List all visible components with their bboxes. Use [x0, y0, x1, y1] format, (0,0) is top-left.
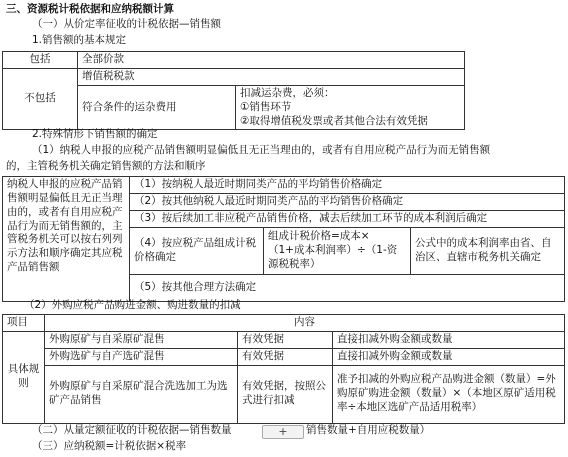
- exclude-label: 不包括: [3, 68, 78, 130]
- row-c-proof: 有效凭据，按照公式进行扣减: [238, 365, 333, 423]
- freight-cell: 符合条件的运杂费用: [78, 85, 236, 130]
- subheading-2-tail: 销售数量+自用应税数量）: [306, 424, 431, 436]
- paragraph-1: （1）纳税人申报的应税产品销售额明显偏低且无正当理由的，或者有自用应税产品行为而无销售额: [32, 144, 491, 156]
- paragraph-1-cont: 的，主管税务机关确定销售额的方法和顺序: [6, 160, 206, 172]
- subheading-2: （二）从量定额征收的计税依据—销售数量: [32, 424, 232, 436]
- include-label: 包括: [3, 52, 78, 69]
- subheading-3: （三）应纳税额=计税依据×税率: [32, 440, 187, 452]
- method-1: （1）按纳税人最近时期同类产品的平均销售价格确定: [130, 177, 565, 194]
- freight-conditions-cell: [236, 85, 465, 130]
- row-a-item: 外购原矿与自采原矿混售: [45, 331, 238, 348]
- subheading-1: （一）从价定率征收的计税依据—销售额: [32, 18, 221, 30]
- row-c-item: 外购原矿与自采原矿混合洗选加工为选矿产品销售: [45, 365, 238, 423]
- method-5: （5）按其他合理方法确定: [130, 274, 565, 301]
- method-3: （3）按后续加工非应税产品销售价格，减去后续加工环节的成本利润后确定: [130, 210, 565, 227]
- condition-2: ②取得增值税发票或者其他合法有效凭据: [240, 114, 428, 127]
- paragraph-2: （2）外购应税产品购进金额、购进数量的扣减: [24, 299, 241, 311]
- row-a-rule: 直接扣减外购金额或数量: [333, 331, 565, 348]
- item-header: 项目: [3, 315, 45, 332]
- rules-label: 具体规则: [3, 331, 45, 423]
- method-4: （4）按应税产品组成计税价格确定: [130, 227, 264, 274]
- row-b-item: 外购选矿与自产选矿混售: [45, 348, 238, 365]
- vat-cell: 增值税税款: [78, 68, 465, 85]
- purchase-deduction-table: [2, 314, 565, 424]
- condition-title: 扣减运杂费，必须：: [240, 86, 335, 99]
- row-a-proof: 有效凭据: [238, 331, 333, 348]
- row-c-rule: 准予扣减的外购应税产品购进金额（数量）=外购原矿购进金额（数量）×（本地区原矿适用税率÷本地区选矿产品适用税率）: [333, 365, 565, 423]
- section-heading: 三、资源税计税依据和应纳税额计算: [6, 3, 174, 15]
- row-b-proof: 有效凭据: [238, 348, 333, 365]
- method-4-formula: 组成计税价格=成本×（1+成本利润率）÷（1-资源税税率）: [264, 227, 411, 274]
- method-2: （2）按其他纳税人最近时期同类产品的平均销售价格确定: [130, 193, 565, 210]
- subheading-1-1: 1.销售额的基本规定: [32, 34, 127, 46]
- method-4-note: 公式中的成本利润率由省、自治区、直辖市税务机关确定: [411, 227, 565, 274]
- special-sales-table: [2, 176, 565, 302]
- all-price-cell: 全部价款: [78, 52, 465, 69]
- special-case-description: 纳税人申报的应税产品销售额明显偏低且无正当理由的，或者有自用应税产品行为而无销售额的，主管税务机关可以按右列列示方法和顺序确定其应税产品销售额: [3, 177, 130, 302]
- zoom-plus-button[interactable]: +: [262, 425, 304, 439]
- condition-1: ①销售环节: [240, 100, 292, 113]
- sales-basic-table: [2, 51, 465, 130]
- content-header: 内容: [45, 315, 565, 332]
- row-b-rule: 直接扣减外购金额或数量: [333, 348, 565, 365]
- subheading-1-2: 2.特殊情形下销售额的确定: [32, 128, 158, 140]
